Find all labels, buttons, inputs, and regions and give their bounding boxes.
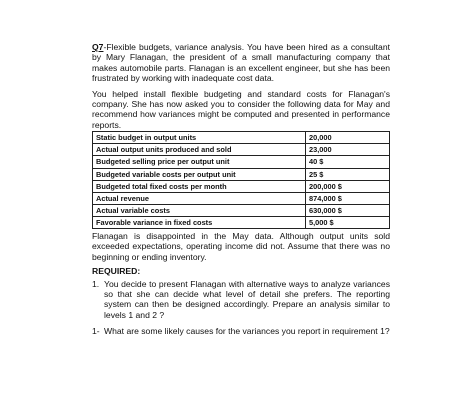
after-table-paragraph: Flanagan is disappointed in the May data. Although output units sold exceeded expectations, operating income did not. Assume that there was no beginning or ending inventory.: [92, 231, 390, 262]
table-row: [93, 132, 390, 144]
row-label: Budgeted selling price per output unit: [93, 156, 306, 168]
table-row: [93, 192, 390, 204]
requirement-text: What are some likely causes for the variances you report in requirement 1?: [104, 326, 390, 337]
requirement-marker: 1-: [92, 326, 100, 337]
question-intro: [92, 42, 390, 84]
data-table: [92, 131, 390, 229]
row-value: 630,000 $: [306, 204, 390, 216]
question-paragraph-2: You helped install flexible budgeting and standard costs for Flanagan's company. She has now asked you to consider the following data for May and recommend how variances might be computed and presented in performance reports.: [92, 88, 390, 130]
required-heading: REQUIRED:: [92, 266, 141, 277]
row-value: 200,000 $: [306, 180, 390, 192]
table-row: [93, 156, 390, 168]
row-value: 23,000: [306, 144, 390, 156]
row-label: Static budget in output units: [93, 132, 306, 144]
table-row: [93, 180, 390, 192]
table-row: [93, 204, 390, 216]
row-value: 40 $: [306, 156, 390, 168]
requirement-item: [92, 279, 390, 321]
requirement-item: [92, 326, 390, 336]
document-page: [92, 42, 390, 337]
row-label: Actual revenue: [93, 192, 306, 204]
table-row: [93, 216, 390, 228]
requirement-marker: 1.: [92, 278, 100, 289]
requirements-list: [92, 279, 390, 337]
row-value: 874,000 $: [306, 192, 390, 204]
row-label: Budgeted total fixed costs per month: [93, 180, 306, 192]
requirement-text: You decide to present Flanagan with alternative ways to analyze variances so that she can decide what level of detail she prefers. The reporting system can then be designed accordingly. Prepare an analysis similar to levels 1 and 2 ?: [104, 278, 390, 320]
row-label: Favorable variance in fixed costs: [93, 216, 306, 228]
question-number: Q7: [92, 42, 104, 52]
row-value: 5,000 $: [306, 216, 390, 228]
row-label: Actual output units produced and sold: [93, 144, 306, 156]
row-label: Actual variable costs: [93, 204, 306, 216]
table-row: [93, 168, 390, 180]
table-row: [93, 144, 390, 156]
row-value: 20,000: [306, 132, 390, 144]
row-label: Budgeted variable costs per output unit: [93, 168, 306, 180]
question-intro-text: -Flexible budgets, variance analysis. You have been hired as a consultant by Mary Flanagan, the president of a small manufacturing company that makes automobile parts. Flanagan is an excellent engineer, but she has been frustrated by working with inadequate cost data.: [92, 42, 390, 84]
row-value: 25 $: [306, 168, 390, 180]
